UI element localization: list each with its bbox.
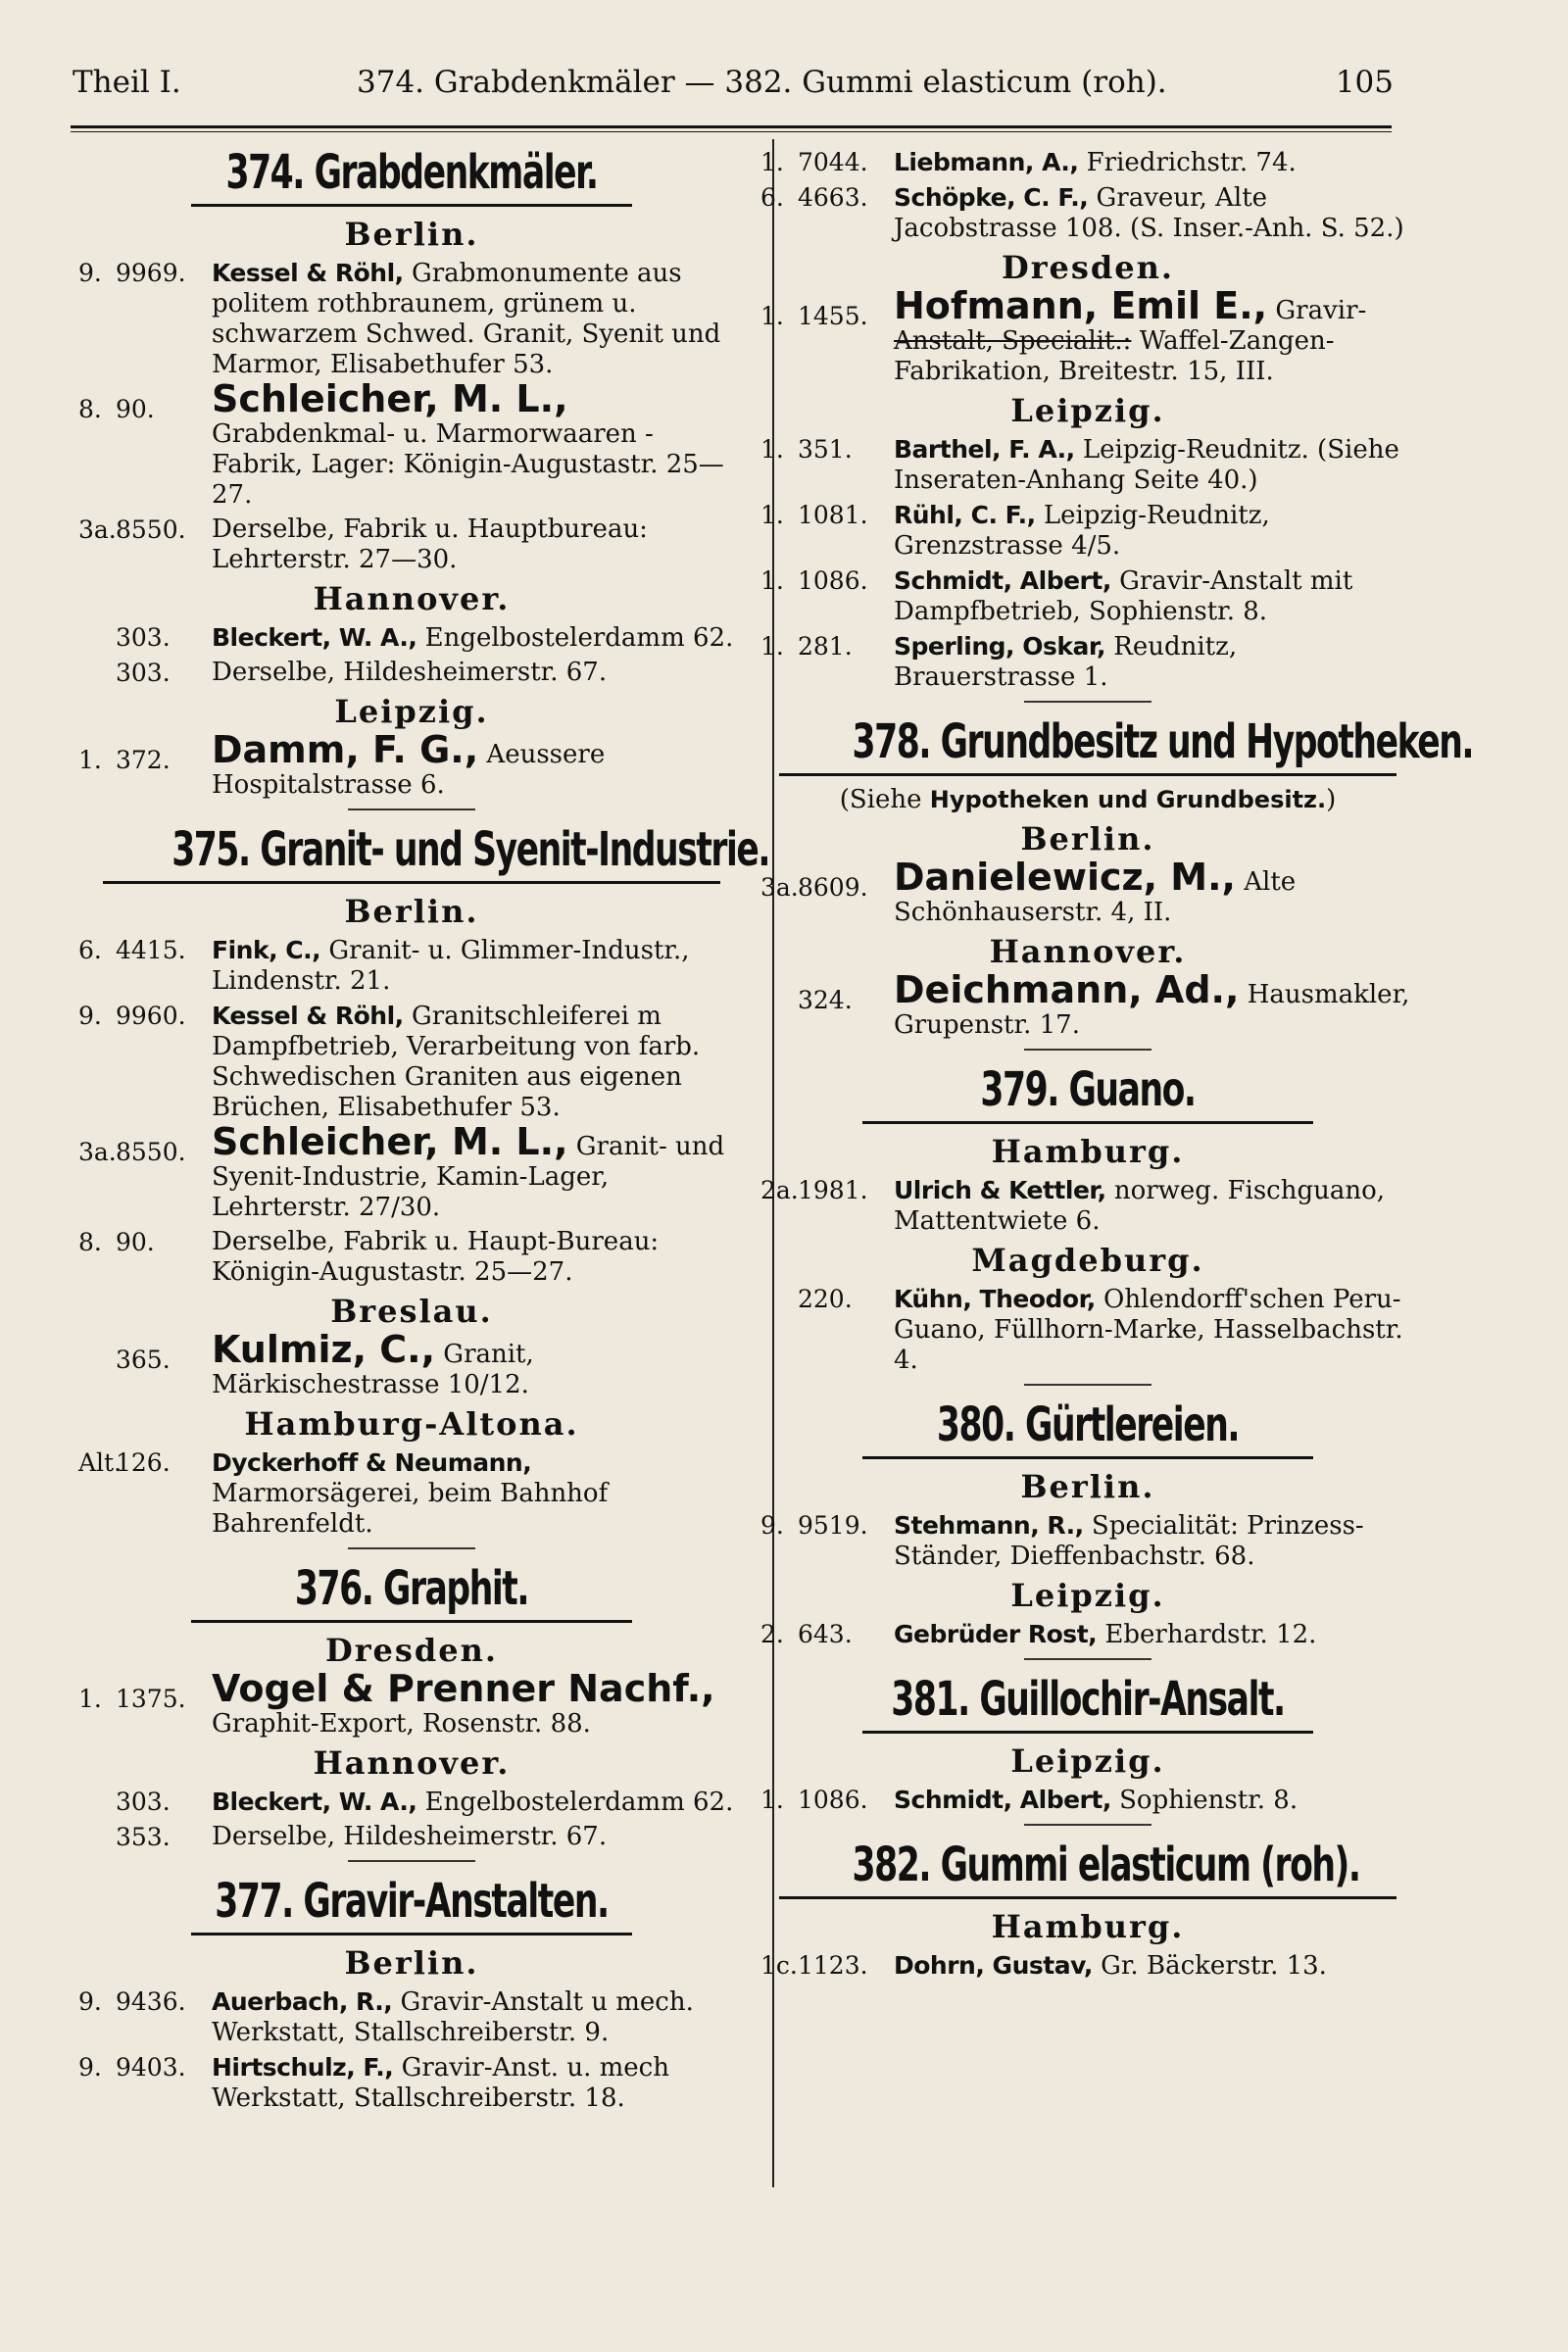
list-item: 324. Deichmann, Ad., Hausmakler, Grupenstr. 17. [798, 968, 1410, 1040]
firm-name: Auerbach, R., [212, 1987, 393, 2016]
section-rule [779, 1896, 1396, 1899]
part-label: Theil I. [73, 65, 181, 100]
firm-name: Schleicher, M. L., [212, 1120, 568, 1163]
divider [348, 1547, 475, 1549]
list-item: 1. 1455. Hofmann, Emil E., Gravir- Anstalt, Specialit.: Waffel-Zangen-Fabrikation, Breitestr. 15, III. [760, 284, 1367, 386]
list-item: 1. 1086. Schmidt, Albert, Gravir-Anstalt mit Dampfbetrieb, Sophienstr. 8. [760, 566, 1353, 626]
section-title-375: 375. Granit- und Syenit-Industrie. [172, 822, 770, 877]
divider [348, 1860, 475, 1862]
city-heading: Breslau. [330, 1293, 493, 1330]
list-item: 1c.1123. Dohrn, Gustav, Gr. Bäckerstr. 13. [760, 1951, 1327, 1981]
city-heading: Berlin. [344, 893, 479, 930]
struck-text: Anstalt, Specialit.: [894, 326, 1132, 356]
list-item: 2a.1981. Ulrich & Kettler, norweg. Fischguano, Mattentwiete 6. [760, 1176, 1386, 1236]
list-item: 3a.8609. Danielewicz, M., Alte Schönhauserstr. 4, II. [760, 856, 1297, 927]
section-title-374: 374. Grabdenkmäler. [225, 145, 598, 200]
list-item: 1. 1086. Schmidt, Albert, Sophienstr. 8. [760, 1786, 1298, 1815]
section-title-380: 380. Gürtlereien. [936, 1397, 1240, 1452]
divider [1024, 701, 1152, 703]
list-item: 303. Bleckert, W. A., Engelbostelerdamm 62. [116, 1788, 734, 1817]
firm-name: Rühl, C. F., [894, 501, 1036, 529]
firm-name: Fink, C., [212, 936, 321, 964]
city-heading: Hannover. [313, 580, 511, 617]
section-title-377: 377. Gravir-Anstalten. [215, 1874, 609, 1929]
firm-name: Schleicher, M. L., [212, 377, 568, 420]
section-title-378: 378. Grundbesitz und Hypotheken. [852, 714, 1474, 769]
firm-name: Barthel, F. A., [894, 435, 1075, 464]
firm-name: Gebrüder Rost, [894, 1620, 1098, 1648]
section-rule [779, 773, 1396, 776]
list-item: 6. 4663. Schöpke, C. F., Graveur, Alte Jacobstrasse 108. (S. Inser.-Anh. S. 52.) [760, 183, 1404, 243]
list-item: 303. Derselbe, Hildesheimerstr. 67. [116, 658, 608, 687]
list-item: 9. 9960. Kessel & Röhl, Granitschleiferei m Dampfbetrieb, Verarbeitung von farb. Schwedischen Graniten aus eigenen Brüchen, Elisabethufer 53. [78, 1002, 701, 1122]
city-heading: Leipzig. [1010, 392, 1165, 429]
city-heading: Leipzig. [334, 693, 489, 730]
section-rule [862, 1456, 1313, 1459]
section-title-381: 381. Guillochir-Ansalt. [891, 1672, 1285, 1727]
firm-name: Schmidt, Albert, [894, 1786, 1111, 1814]
list-item: 1. 372. Damm, F. G., Aeussere Hospitalstrasse 6. [78, 728, 606, 800]
divider [1024, 1049, 1152, 1051]
list-item: 1. 7044. Liebmann, A., Friedrichstr. 74. [760, 148, 1297, 177]
city-heading: Magdeburg. [971, 1242, 1204, 1279]
list-item: 8. 90. Derselbe, Fabrik u. Haupt-Bureau: Königin-Augustastr. 25—27. [78, 1227, 660, 1287]
running-header [73, 65, 1394, 108]
firm-name: Schöpke, C. F., [894, 183, 1089, 212]
list-item: 6. 4415. Fink, C., Granit- u. Glimmer-Industr., Lindenstr. 21. [78, 936, 690, 996]
city-heading: Berlin. [344, 216, 479, 253]
list-item: 220. Kühn, Theodor, Ohlendorff'schen Peru-Guano, Füllhorn-Marke, Hasselbachstr. 4. [798, 1285, 1403, 1375]
list-item: 3a.8550. Schleicher, M. L., Granit- und Syenit-Industrie, Kamin-Lager, Lehrterstr. 27/30. [78, 1120, 725, 1222]
city-heading: Dresden. [1001, 249, 1175, 286]
left-column [78, 143, 770, 2118]
section-rule [862, 1121, 1313, 1124]
firm-name: Kulmiz, C., [212, 1328, 436, 1371]
firm-name: Kessel & Röhl, [212, 259, 404, 287]
firm-name: Schmidt, Albert, [894, 566, 1111, 595]
list-item: 9. 9403. Hirtschulz, F., Gravir-Anst. u. mech Werkstatt, Stallschreiberstr. 18. [78, 2053, 669, 2113]
divider [1024, 1384, 1152, 1386]
divider [1024, 1658, 1152, 1660]
header-rule [71, 125, 1392, 132]
list-item: 9. 9436. Auerbach, R., Gravir-Anstalt u mech. Werkstatt, Stallschreiberstr. 9. [78, 1987, 694, 2047]
firm-name: Bleckert, W. A., [212, 1788, 417, 1816]
firm-name: Hofmann, Emil E., [894, 284, 1268, 327]
firm-name: Vogel & Prenner Nachf., [212, 1667, 715, 1710]
list-item: 365. Kulmiz, C., Granit, Märkischestrasse 10/12. [116, 1328, 534, 1399]
list-item: 1. 1081. Rühl, C. F., Leipzig-Reudnitz, Grenzstrasse 4/5. [760, 501, 1270, 561]
firm-name: Deichmann, Ad., [894, 968, 1240, 1011]
list-item: 1. 1375. Vogel & Prenner Nachf., Graphit-Export, Rosenstr. 88. [78, 1667, 715, 1739]
firm-name: Sperling, Oskar, [894, 632, 1105, 661]
list-item: 353. Derselbe, Hildesheimerstr. 67. [116, 1822, 608, 1851]
right-column [760, 143, 1474, 1985]
firm-name: Ulrich & Kettler, [894, 1176, 1106, 1204]
list-item: 2. 643. Gebrüder Rost, Eberhardstr. 12. [760, 1620, 1317, 1649]
firm-name: Dohrn, Gustav, [894, 1951, 1093, 1980]
divider [1024, 1824, 1152, 1826]
city-heading: Dresden. [324, 1632, 499, 1669]
list-item: 8. 90. Schleicher, M. L., Grabdenkmal- u. Marmorwaaren - Fabrik, Lager: Königin-Augustastr. 25—27. [78, 377, 724, 510]
city-heading: Leipzig. [1010, 1742, 1165, 1780]
firm-name: Dyckerhoff & Neumann, [212, 1448, 532, 1477]
section-rule [191, 1620, 632, 1623]
section-title-376: 376. Graphit. [294, 1561, 529, 1616]
list-item: 9. 9519. Stehmann, R., Specialität: Prinzess-Ständer, Dieffenbachstr. 68. [760, 1511, 1364, 1571]
city-heading: Hamburg-Altona. [244, 1405, 579, 1443]
list-item: 3a.8550. Derselbe, Fabrik u. Hauptbureau: Lehrterstr. 27—30. [78, 514, 648, 574]
list-item: 1. 351. Barthel, F. A., Leipzig-Reudnitz. (Siehe Inseraten-Anhang Seite 40.) [760, 435, 1399, 495]
city-heading: Hamburg. [991, 1908, 1185, 1945]
list-item: 1. 281. Sperling, Oskar, Reudnitz, Brauerstrasse 1. [760, 632, 1238, 692]
list-item: 303. Bleckert, W. A., Engelbostelerdamm 62. [116, 623, 734, 653]
firm-name: Kessel & Röhl, [212, 1002, 404, 1030]
city-heading: Berlin. [1020, 820, 1155, 858]
firm-name: Liebmann, A., [894, 148, 1079, 176]
firm-name: Kühn, Theodor, [894, 1285, 1096, 1313]
city-heading: Hamburg. [991, 1133, 1185, 1170]
page-number: 105 [1335, 65, 1394, 100]
cross-reference: (Siehe Hypotheken und Grundbesitz.) [839, 785, 1337, 814]
firm-name: Danielewicz, M., [894, 856, 1236, 899]
city-heading: Hannover. [989, 933, 1187, 970]
city-heading: Hannover. [313, 1744, 511, 1782]
section-title-379: 379. Guano. [980, 1062, 1196, 1117]
firm-name: Hirtschulz, F., [212, 2053, 394, 2082]
city-heading: Leipzig. [1010, 1577, 1165, 1614]
section-rule [862, 1731, 1313, 1734]
section-rule [191, 204, 632, 207]
list-item: 9. 9969. Kessel & Röhl, Grabmonumente aus politem rothbraunem, grünem u. schwarzem Schwed. Granit, Syenit und Marmor, Elisabethufer 53. [78, 259, 721, 379]
divider [348, 808, 475, 810]
city-heading: Berlin. [344, 1944, 479, 1982]
firm-name: Bleckert, W. A., [212, 623, 417, 652]
city-heading: Berlin. [1020, 1468, 1155, 1505]
section-rule [191, 1933, 632, 1936]
section-title-382: 382. Gummi elasticum (roh). [852, 1838, 1360, 1892]
firm-name: Stehmann, R., [894, 1511, 1084, 1540]
header-range: 374. Grabdenkmäler — 382. Gummi elasticum (roh). [357, 65, 1167, 100]
firm-name: Damm, F. G., [212, 728, 479, 771]
section-rule [103, 881, 720, 884]
list-item: Alt.126. Dyckerhoff & Neumann, Marmorsägerei, beim Bahnhof Bahrenfeldt. [78, 1448, 609, 1539]
